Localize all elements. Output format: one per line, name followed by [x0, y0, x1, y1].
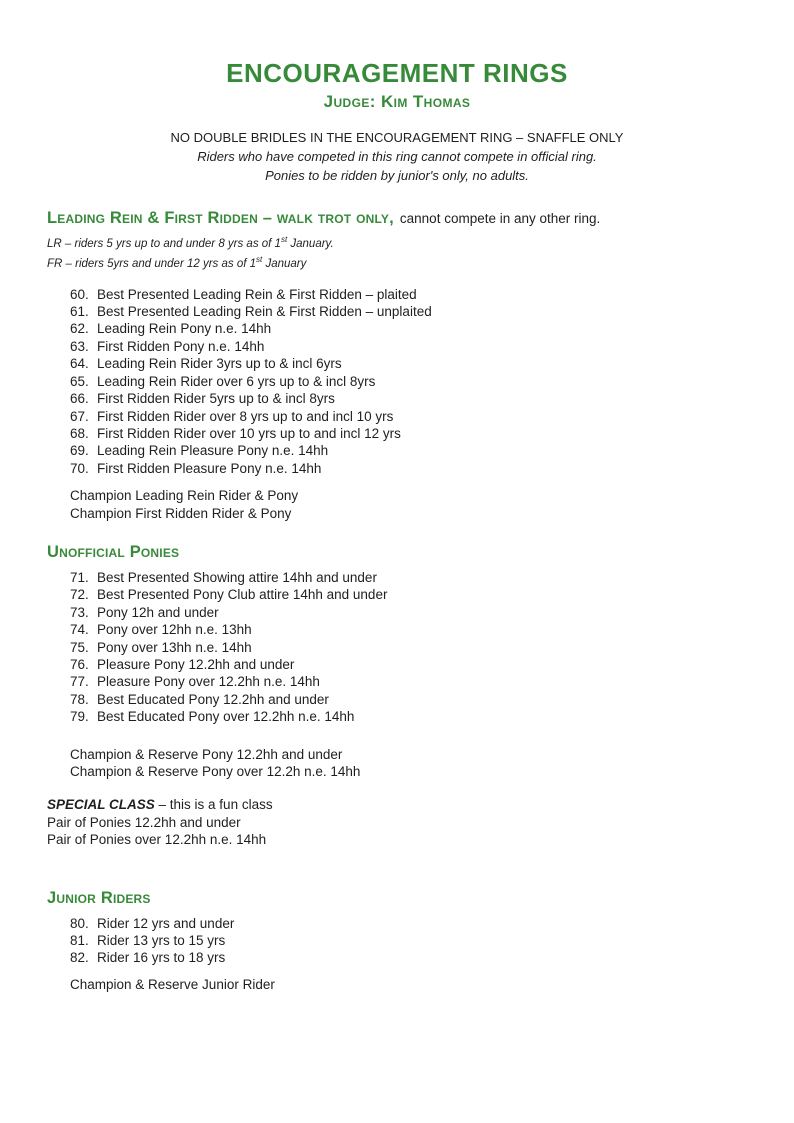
section-heading	[47, 889, 747, 908]
champion-line: Champion First Ridden Rider & Pony	[70, 505, 292, 521]
class-entry	[70, 656, 747, 673]
class-label: Pleasure Pony 12.2hh and under	[97, 656, 295, 672]
class-entry	[70, 691, 747, 708]
class-label: Rider 13 yrs to 15 yrs	[97, 933, 226, 949]
class-label: First Ridden Pony n.e. 14hh	[97, 338, 265, 354]
class-number: 72.	[70, 587, 89, 603]
class-entry	[70, 390, 747, 407]
class-entry	[70, 408, 747, 425]
class-list-junior-riders	[70, 915, 747, 967]
section-heading-suffix: cannot compete in any other ring.	[399, 211, 601, 226]
class-label: First Ridden Rider 5yrs up to & incl 8yrs	[97, 391, 335, 407]
class-label: Best Presented Pony Club attire 14hh and under	[97, 587, 388, 603]
class-entry	[70, 303, 747, 320]
class-number: 77.	[70, 674, 89, 690]
eligibility-notes	[47, 232, 747, 273]
special-class-title: SPECIAL CLASS	[47, 797, 155, 813]
section-heading-text: Junior Riders	[47, 888, 151, 907]
section-heading-text: Unofficial Ponies	[47, 542, 180, 561]
class-number: 74.	[70, 622, 89, 638]
special-class-suffix: – this is a fun class	[154, 797, 273, 813]
class-number: 67.	[70, 408, 89, 424]
champion-lines-junior-riders	[70, 976, 747, 993]
class-label: Best Presented Leading Rein & First Ridden – unplaited	[97, 304, 432, 320]
notice-bridles: NO DOUBLE BRIDLES IN THE ENCOURAGEMENT RING – SNAFFLE ONLY	[170, 130, 624, 145]
class-entry	[70, 338, 747, 355]
class-number: 82.	[70, 950, 89, 966]
class-label: First Ridden Rider over 10 yrs up to and incl 12 yrs	[97, 425, 401, 441]
class-entry	[70, 373, 747, 390]
class-label: Best Presented Leading Rein & First Ridden – plaited	[97, 286, 417, 302]
class-entry	[70, 932, 747, 949]
class-number: 68.	[70, 425, 89, 441]
class-label: Rider 12 yrs and under	[97, 915, 235, 931]
class-number: 78.	[70, 691, 89, 707]
champion-line: Champion & Reserve Pony 12.2hh and under	[70, 746, 343, 762]
section-heading	[47, 543, 747, 562]
class-number: 80.	[70, 915, 89, 931]
special-class-line: Pair of Ponies over 12.2hh n.e. 14hh	[47, 832, 267, 848]
class-number: 66.	[70, 391, 89, 407]
eligibility-note: LR – riders 5 yrs up to and under 8 yrs as of 1st January.	[47, 235, 334, 250]
judge-line: Judge: Kim Thomas	[323, 92, 471, 111]
class-entry	[70, 949, 747, 966]
class-number: 64.	[70, 356, 89, 372]
champion-line: Champion & Reserve Pony over 12.2h n.e. 14hh	[70, 764, 361, 779]
special-class-heading	[47, 796, 747, 813]
class-number: 60.	[70, 286, 89, 302]
class-number: 73.	[70, 604, 89, 620]
class-number: 81.	[70, 933, 89, 949]
class-entry	[70, 460, 747, 477]
class-entry	[70, 425, 747, 442]
class-label: Pony over 12hh n.e. 13hh	[97, 622, 252, 638]
champion-line: Champion & Reserve Junior Rider	[70, 976, 275, 992]
class-label: Leading Rein Pleasure Pony n.e. 14hh	[97, 443, 329, 459]
class-list-unofficial-ponies	[70, 569, 747, 726]
page-title: ENCOURAGEMENT RINGS	[226, 58, 568, 88]
class-number: 70.	[70, 460, 89, 476]
section-junior-riders	[47, 889, 747, 994]
section-special-class	[47, 796, 747, 848]
class-entry	[70, 569, 747, 586]
section-heading-text: Leading Rein & First Ridden – walk trot only,	[47, 209, 394, 227]
class-entry	[70, 604, 747, 621]
champion-lines-leading-rein	[70, 487, 747, 522]
class-entry	[70, 915, 747, 932]
class-label: Best Presented Showing attire 14hh and under	[97, 569, 377, 585]
class-entry	[70, 286, 747, 303]
class-entry	[70, 708, 747, 725]
class-label: Leading Rein Rider 3yrs up to & incl 6yrs	[97, 356, 342, 372]
class-label: First Ridden Pleasure Pony n.e. 14hh	[97, 460, 322, 476]
class-label: Leading Rein Pony n.e. 14hh	[97, 321, 272, 337]
notice-ponies: Ponies to be ridden by junior's only, no adults.	[265, 168, 529, 183]
notices	[47, 128, 747, 185]
class-label: Best Educated Pony over 12.2hh n.e. 14hh	[97, 709, 355, 725]
section-unofficial-ponies	[47, 543, 747, 780]
class-number: 61.	[70, 304, 89, 320]
class-label: Pony 12h and under	[97, 604, 219, 620]
class-entry	[70, 442, 747, 459]
class-label: Best Educated Pony 12.2hh and under	[97, 691, 329, 707]
class-number: 79.	[70, 709, 89, 725]
special-class-lines	[47, 814, 747, 849]
class-entry	[70, 621, 747, 638]
class-label: Pony over 13hh n.e. 14hh	[97, 639, 252, 655]
class-entry	[70, 673, 747, 690]
section-leading-rein-first-ridden	[47, 209, 747, 522]
champion-lines-unofficial-ponies	[70, 746, 747, 781]
special-class-line: Pair of Ponies 12.2hh and under	[47, 814, 241, 830]
class-number: 62.	[70, 321, 89, 337]
class-number: 71.	[70, 569, 89, 585]
eligibility-note: FR – riders 5yrs and under 12 yrs as of 1st January	[47, 255, 307, 271]
class-label: Leading Rein Rider over 6 yrs up to & incl 8yrs	[97, 373, 376, 389]
section-heading	[47, 209, 747, 228]
class-entry	[70, 639, 747, 656]
class-list-leading-rein	[70, 286, 747, 477]
class-number: 69.	[70, 443, 89, 459]
class-entry	[70, 355, 747, 372]
class-number: 75.	[70, 639, 89, 655]
notice-riders: Riders who have competed in this ring cannot compete in official ring.	[197, 149, 597, 164]
champion-line: Champion Leading Rein Rider & Pony	[70, 488, 299, 504]
class-entry	[70, 320, 747, 337]
class-label: First Ridden Rider over 8 yrs up to and incl 10 yrs	[97, 408, 394, 424]
class-entry	[70, 586, 747, 603]
class-label: Pleasure Pony over 12.2hh n.e. 14hh	[97, 674, 320, 690]
class-number: 65.	[70, 373, 89, 389]
class-label: Rider 16 yrs to 18 yrs	[97, 950, 226, 966]
class-number: 63.	[70, 338, 89, 354]
class-number: 76.	[70, 656, 89, 672]
